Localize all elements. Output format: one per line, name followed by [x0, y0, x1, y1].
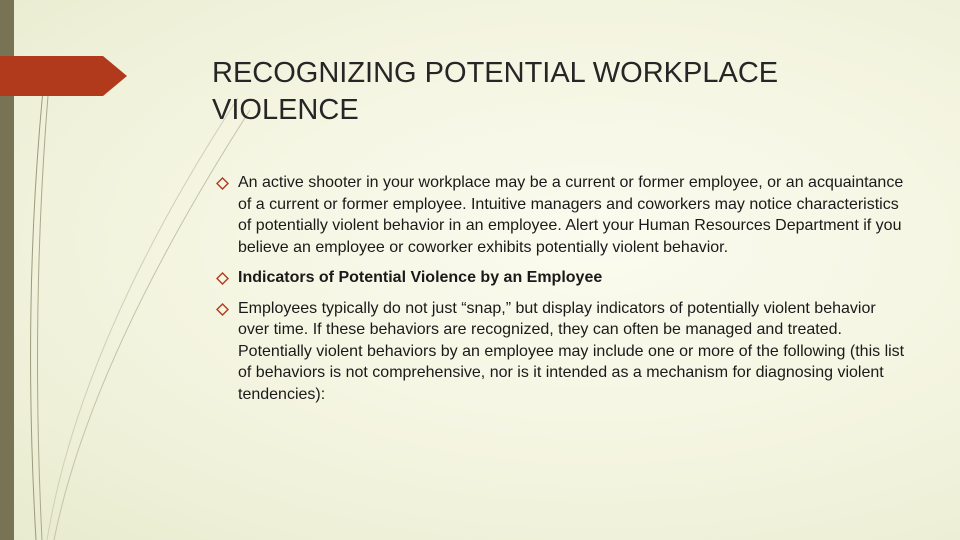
bullet-text: An active shooter in your workplace may be a current or former employee, or an acquaintance of a current or former employee. Intuitive managers and coworkers may notice characteristics of potentially violent behavior in an employee. Alert your Human Resources Department if you believe an employee or coworker exhibits potentially violent behavior.	[238, 174, 904, 256]
bullet-text: Indicators of Potential Violence by an Employee	[238, 269, 603, 286]
diamond-outline-icon	[216, 303, 229, 316]
diamond-outline-icon	[216, 272, 229, 285]
diamond-outline-icon	[216, 177, 229, 190]
bullet-item	[216, 298, 906, 406]
bullet-item	[216, 172, 906, 258]
bullet-text: Employees typically do not just “snap,” but display indicators of potentially violent behavior over time. If these behaviors are recognized, they can often be managed and treated. Potentially violent behaviors by an employee may include one or more of the following (this list of behaviors is not comprehensive, nor is it intended as a mechanism for diagnosing violent tendencies):	[238, 299, 905, 403]
slide-title: RECOGNIZING POTENTIAL WORKPLACE VIOLENCE	[212, 57, 779, 126]
bullet-item	[216, 267, 906, 289]
title-accent-arrow	[0, 56, 127, 96]
bullet-list	[216, 172, 906, 414]
